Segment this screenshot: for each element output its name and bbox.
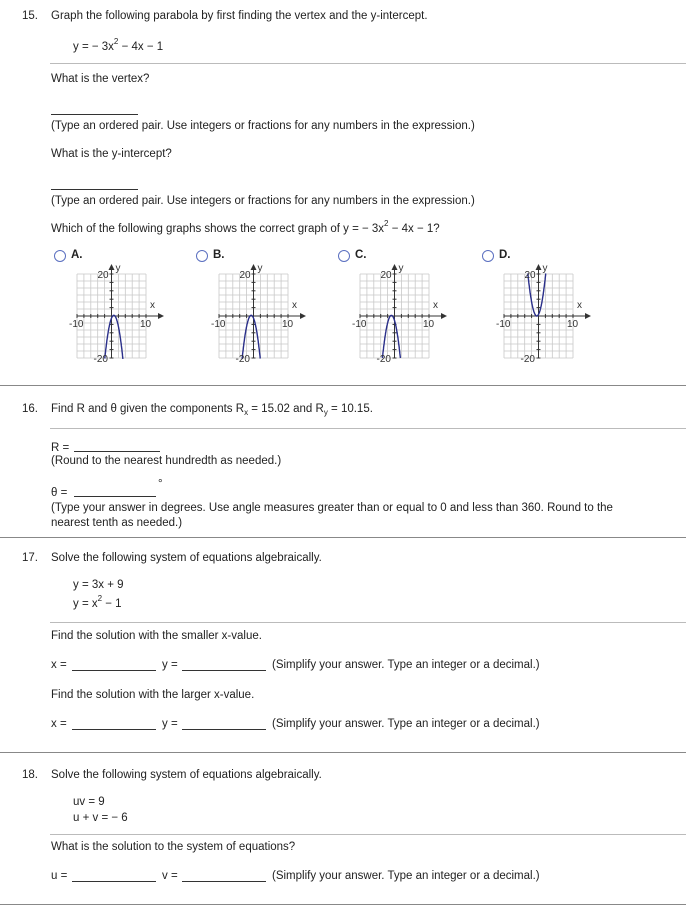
q18-equation-2: u + v = − 6 [73, 812, 128, 824]
larger-question: Find the solution with the larger x-value. [51, 689, 255, 701]
solution-question: What is the solution to the system of equations? [51, 841, 296, 853]
y-min-label: -20 [93, 354, 108, 365]
option-label: C. [355, 249, 367, 261]
y-axis-label: y [398, 263, 404, 274]
vertex-hint: (Type an ordered pair. Use integers or fractions for any numbers in the expression.) [51, 120, 475, 132]
y-axis-label: y [257, 263, 263, 274]
x-axis-label: x [577, 300, 582, 311]
divider [50, 63, 686, 64]
x-min-label: -10 [211, 319, 226, 330]
u-label: u = [51, 870, 68, 882]
q18-equation-1: uv = 9 [73, 796, 105, 808]
larger-x-field[interactable] [72, 729, 156, 730]
x-label: x = [51, 718, 67, 730]
theta-label: θ = [51, 487, 68, 499]
theta-hint-line1: (Type your answer in degrees. Use angle measures greater than or equal to 0 and less than 360. Round to the [51, 502, 613, 514]
smaller-y-field[interactable] [182, 670, 266, 671]
x-axis-label: x [433, 300, 438, 311]
x-max-label: 10 [282, 319, 294, 330]
x-axis-arrow [585, 313, 591, 319]
y-axis-arrow [251, 264, 257, 270]
y-axis-label: y [542, 263, 548, 274]
v-answer-field[interactable] [182, 881, 266, 882]
y-max-label: 20 [97, 270, 109, 281]
x-max-label: 10 [140, 319, 152, 330]
x-max-label: 10 [423, 319, 435, 330]
yint-answer-field[interactable] [51, 189, 138, 190]
r-answer-field[interactable] [74, 451, 160, 452]
question-divider [0, 537, 686, 538]
y-label: y = [162, 718, 178, 730]
y-max-label: 20 [380, 270, 392, 281]
x-axis-arrow [300, 313, 306, 319]
radio-button[interactable] [196, 250, 208, 262]
yint-hint: (Type an ordered pair. Use integers or fractions for any numbers in the expression.) [51, 195, 475, 207]
smaller-x-field[interactable] [72, 670, 156, 671]
vertex-question: What is the vertex? [51, 73, 150, 85]
y-min-label: -20 [235, 354, 250, 365]
q15-prompt: Graph the following parabola by first finding the vertex and the y-intercept. [51, 10, 428, 22]
q18-prompt: Solve the following system of equations algebraically. [51, 769, 322, 781]
q15-equation: y = − $3x^2 - 4x - 1$ [73, 37, 164, 53]
y-min-label: -20 [520, 354, 535, 365]
question-divider [0, 385, 686, 386]
radio-button[interactable] [338, 250, 350, 262]
r-hint: (Round to the nearest hundredth as needed.) [51, 455, 282, 467]
q17-hint: (Simplify your answer. Type an integer or a decimal.) [272, 718, 540, 730]
x-axis-label: x [150, 300, 155, 311]
graph-b [205, 262, 315, 382]
graph-question: Which of the following graphs shows the correct graph of y = − $3x^2 - 4x - 1$? [51, 219, 440, 235]
x-min-label: -10 [352, 319, 367, 330]
radio-button[interactable] [482, 250, 494, 262]
q16-number: 16. [22, 403, 38, 415]
graph-d [490, 262, 600, 382]
y-axis-arrow [392, 264, 398, 270]
option-label: B. [213, 249, 225, 261]
question-divider [0, 904, 686, 905]
x-label: x = [51, 659, 67, 671]
y-min-label: -20 [376, 354, 391, 365]
x-min-label: -10 [69, 319, 84, 330]
y-max-label: 20 [239, 270, 251, 281]
r-label: R = [51, 442, 70, 454]
x-axis-label: x [292, 300, 297, 311]
option-label: D. [499, 249, 511, 261]
question-divider [0, 752, 686, 753]
degree-symbol: ° [158, 478, 163, 490]
larger-y-field[interactable] [182, 729, 266, 730]
q16-prompt: Find R and θ given the components $R_x = 15.02$ and $R_y = 10.15$. [51, 403, 373, 417]
x-min-label: -10 [496, 319, 511, 330]
y-axis-arrow [536, 264, 542, 270]
radio-button[interactable] [54, 250, 66, 262]
theta-hint-line2: nearest tenth as needed.) [51, 517, 183, 529]
yint-question: What is the y-intercept? [51, 148, 172, 160]
v-label: v = [162, 870, 178, 882]
x-axis-arrow [158, 313, 164, 319]
q18-number: 18. [22, 769, 38, 781]
x-axis-arrow [441, 313, 447, 319]
q17-hint: (Simplify your answer. Type an integer or a decimal.) [272, 659, 540, 671]
theta-answer-field[interactable] [74, 496, 156, 497]
y-label: y = [162, 659, 178, 671]
q18-hint: (Simplify your answer. Type an integer or a decimal.) [272, 870, 540, 882]
q17-number: 17. [22, 552, 38, 564]
y-axis-arrow [109, 264, 115, 270]
q17-prompt: Solve the following system of equations algebraically. [51, 552, 322, 564]
x-max-label: 10 [567, 319, 579, 330]
vertex-answer-field[interactable] [51, 114, 138, 115]
q17-equation-1: y = 3x + 9 [73, 579, 124, 591]
q15-number: 15. [22, 10, 38, 22]
y-max-label: 20 [524, 270, 536, 281]
q17-equation-2: $y = x^2 - 1$ [73, 594, 122, 610]
option-label: A. [71, 249, 83, 261]
smaller-question: Find the solution with the smaller x-value. [51, 630, 262, 642]
divider [50, 622, 686, 623]
graph-a [63, 262, 173, 382]
u-answer-field[interactable] [72, 881, 156, 882]
divider [50, 428, 686, 429]
divider [50, 834, 686, 835]
graph-c [346, 262, 456, 382]
y-axis-label: y [115, 263, 121, 274]
